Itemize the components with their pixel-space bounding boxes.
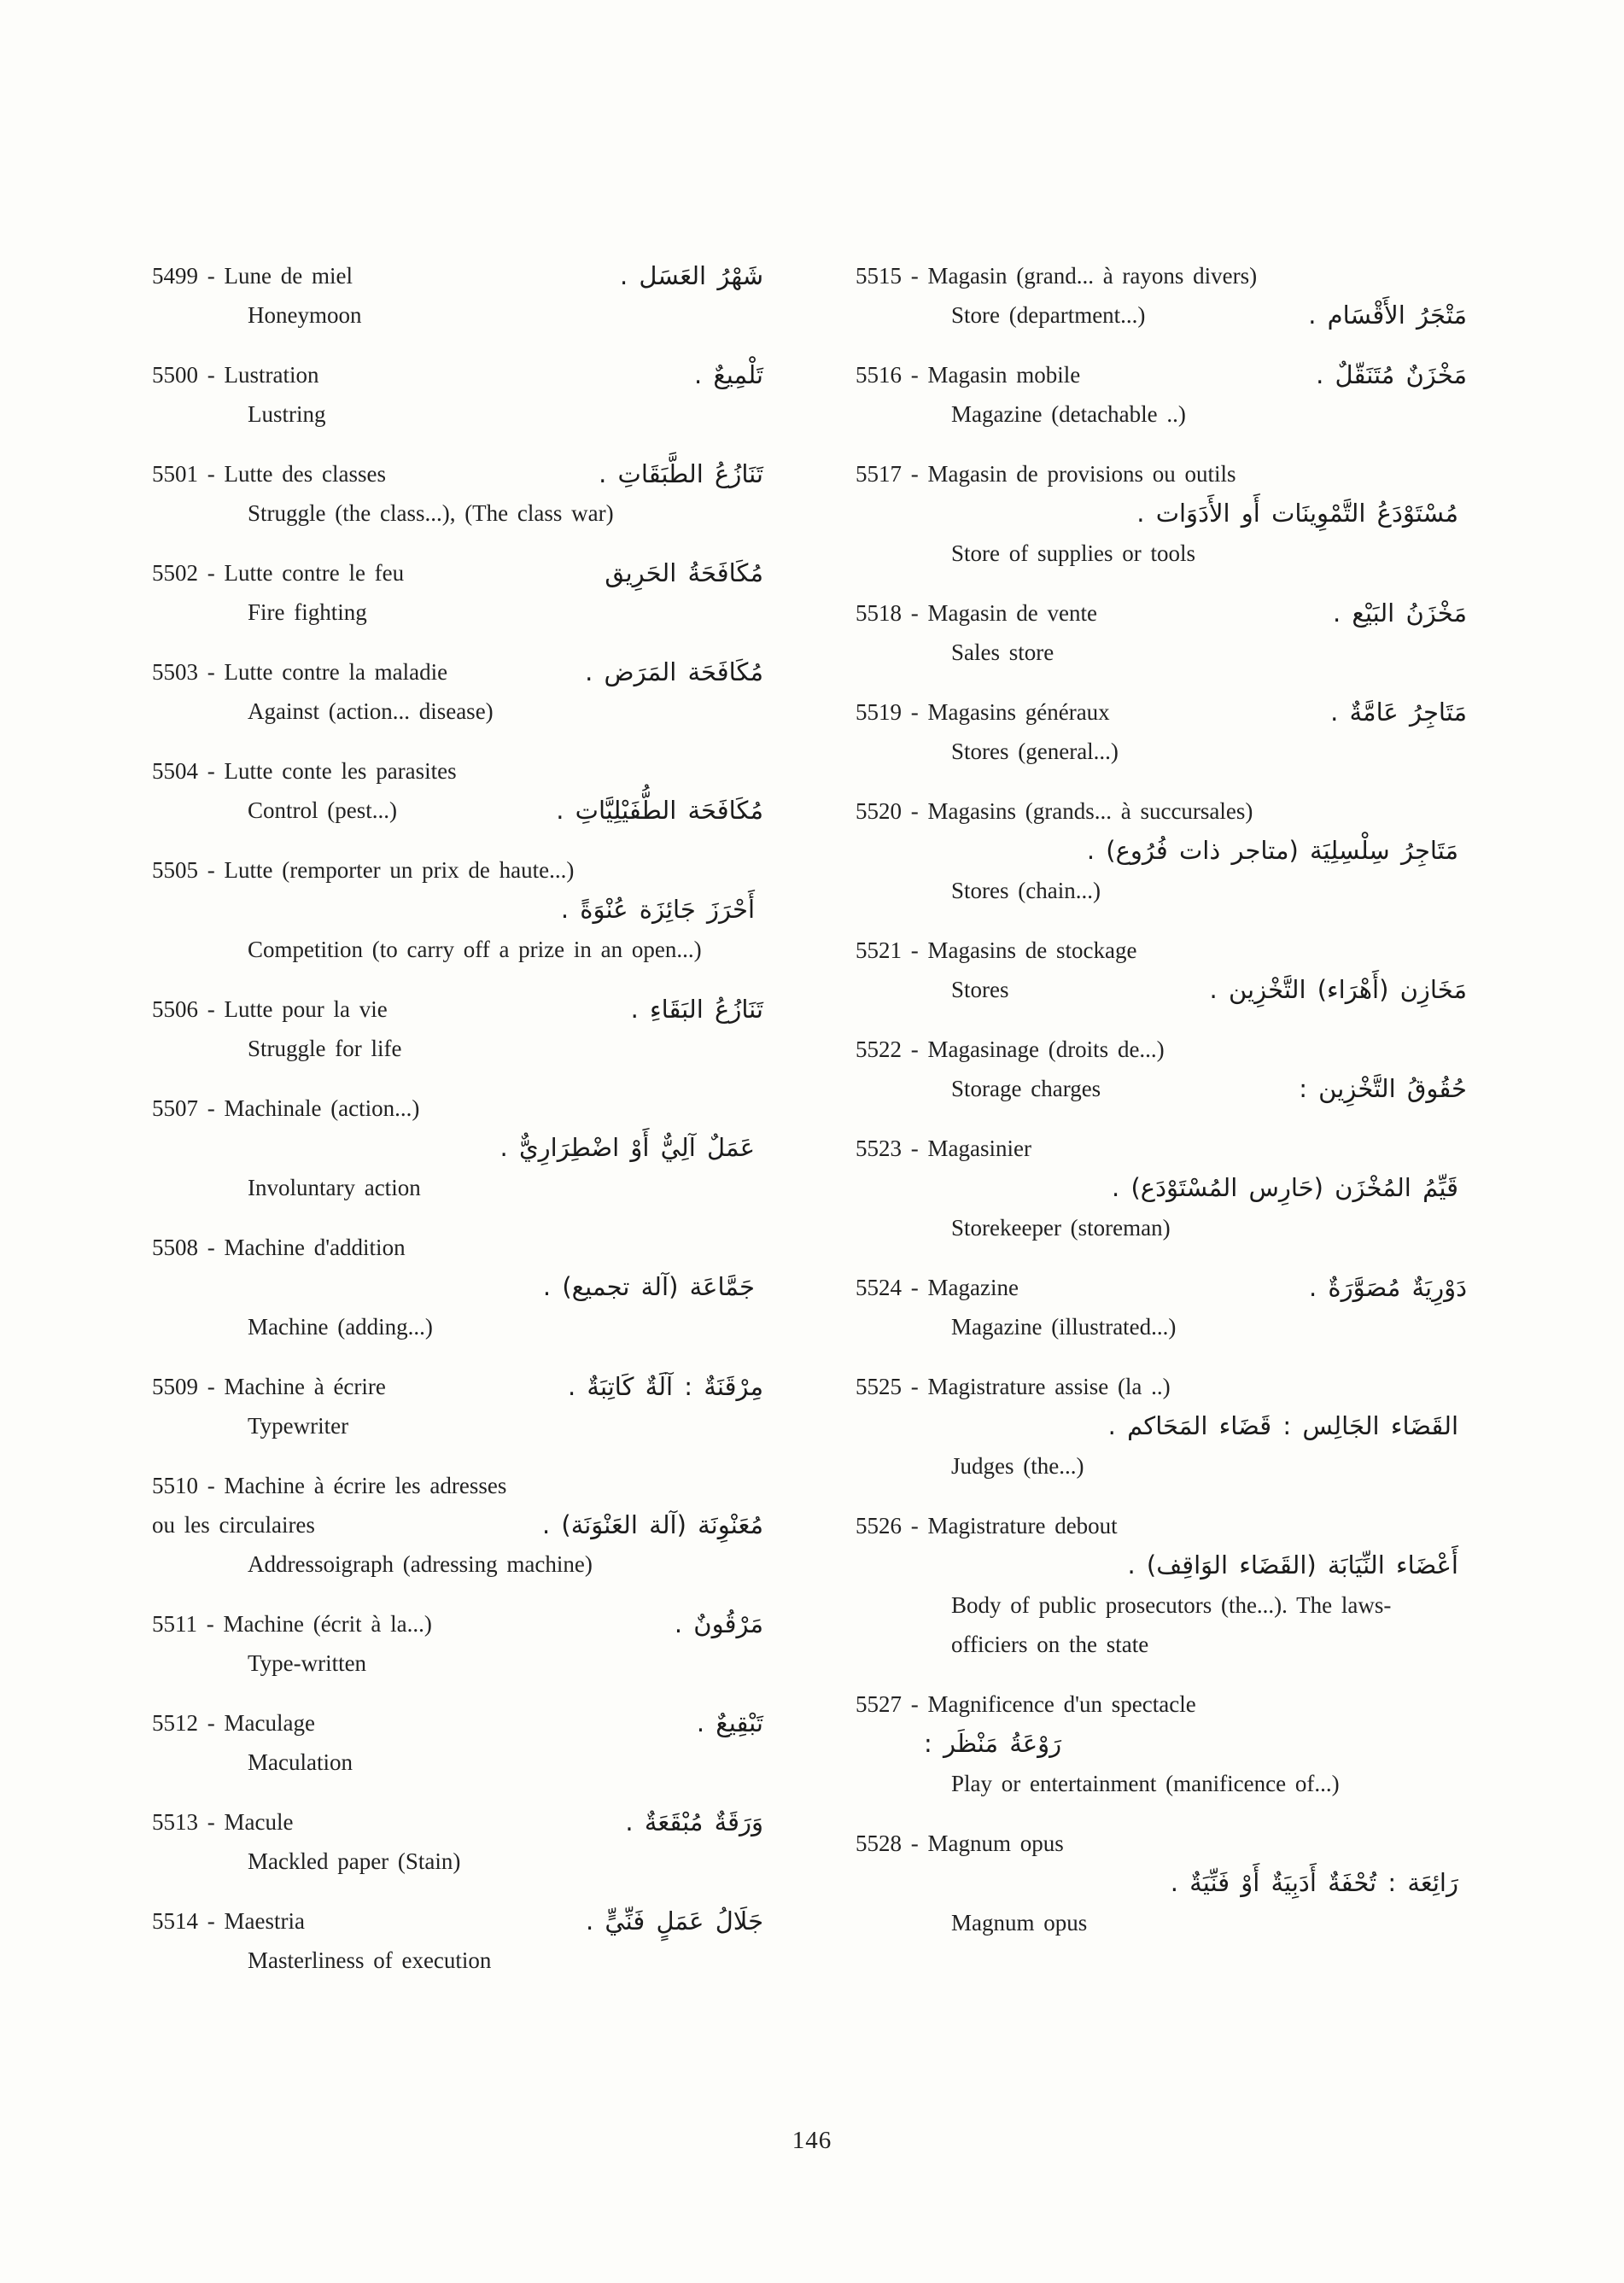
entry-arabic-line (152, 1128, 763, 1168)
entry-english-line (152, 1644, 763, 1683)
entry-headword (856, 1268, 1019, 1307)
entry-arabic: مَرْقُونٌ . (674, 1609, 763, 1638)
entry-english-line (856, 1585, 1467, 1664)
entry-english-line (152, 593, 763, 632)
entry-headword-line (152, 1802, 763, 1842)
entry-headword-line (856, 1824, 1467, 1863)
entry-arabic-below: أَحْرَزَ جَائِزَة عُنْوَةً . (560, 895, 755, 924)
entry-headword (856, 791, 1253, 831)
entry-term-french: Lutte conte les parasites (224, 758, 457, 784)
entry-term-french: Magasin de vente (927, 600, 1097, 626)
entry-headword (856, 1506, 1118, 1545)
entry-english-line (152, 791, 763, 830)
entry-translation-english: Struggle for life (248, 1036, 402, 1061)
entry-headword (152, 1367, 386, 1406)
entry-arabic-with-english: مُكَافَحَة الطُّفَيْلِيَّاتِ . (556, 796, 763, 825)
entry-term-french: Machine d'addition (224, 1235, 406, 1260)
entry-term-french: Magasin (grand... à rayons divers) (927, 263, 1258, 289)
entry-arabic-with-english: مَخَازِن (أَهْرَاء) التَّخْزِين . (1209, 975, 1467, 1004)
entry-arabic: دَوْرِيَةٌ مُصَوَّرَةٌ . (1308, 1273, 1467, 1302)
entry-arabic-line (152, 890, 763, 930)
page-number: 146 (792, 2127, 832, 2154)
entry-english-line (152, 1743, 763, 1782)
dictionary-entry (152, 1604, 763, 1683)
entry-headword (856, 454, 1236, 493)
dictionary-entry (152, 1089, 763, 1207)
dictionary-entry (152, 1367, 763, 1445)
entry-headword-line (152, 751, 763, 791)
dictionary-entry (856, 1685, 1467, 1803)
dictionary-entry (152, 850, 763, 969)
entry-headword (152, 1802, 293, 1842)
entry-number: 5501 - (152, 461, 215, 487)
entry-headword-line (152, 1466, 763, 1544)
entry-headword-line (856, 1268, 1467, 1307)
entry-english-line (856, 1307, 1467, 1346)
entry-translation-english: Store of supplies or tools (951, 540, 1195, 566)
entry-translation-english: Store (department...) (951, 302, 1146, 328)
entry-english-line (152, 1029, 763, 1068)
entry-number: 5509 - (152, 1374, 215, 1399)
entry-english-line (152, 930, 763, 969)
entry-arabic-line (856, 1168, 1467, 1208)
entry-term-french: Magasins de stockage (927, 937, 1137, 963)
dictionary-entry (152, 1703, 763, 1782)
entry-headword-line (856, 1367, 1467, 1406)
entry-headword (856, 1030, 1165, 1069)
entry-translation-english: Against (action... disease) (248, 698, 494, 724)
entry-translation-english: Struggle (the class...), (The class war) (248, 500, 614, 526)
entry-english-line (856, 871, 1467, 910)
entry-number: 5522 - (856, 1036, 919, 1062)
entry-term-french: Magasin mobile (927, 362, 1081, 388)
entry-term-french: Macule (224, 1809, 294, 1835)
entry-headword (152, 652, 447, 692)
entry-translation-english: Masterliness of execution (248, 1947, 492, 1973)
entry-english-line (152, 1406, 763, 1445)
dictionary-entry (856, 1030, 1467, 1108)
entry-english-line (152, 1941, 763, 1980)
dictionary-entry (152, 1802, 763, 1881)
entry-headword (856, 1685, 1196, 1724)
entry-arabic-below: قَيِّمُ المُخْزَن (حَارِس المُسْتَوْدَع) . (1112, 1173, 1458, 1202)
entry-translation-english: Involuntary action (248, 1175, 421, 1200)
entry-headword-line (856, 454, 1467, 493)
entry-arabic-below: أَعْضَاء النِّيَابَة (القَضَاء الوَاقِف) . (1127, 1550, 1458, 1579)
entry-number: 5515 - (856, 263, 919, 289)
entry-arabic: جَلَالُ عَمَلٍ فَنِّيٍّ . (586, 1906, 763, 1936)
entry-headword (856, 1367, 1171, 1406)
dictionary-entry (152, 990, 763, 1068)
entry-term-french: Magasin de provisions ou outils (927, 461, 1236, 487)
entry-headword-line (152, 355, 763, 394)
entry-headword (152, 355, 318, 394)
entry-arabic: مَخْزَنُ البَيْع . (1332, 598, 1467, 628)
dictionary-entry (856, 692, 1467, 771)
entry-english-line (856, 1069, 1467, 1108)
entry-arabic-line (152, 1267, 763, 1307)
entry-headword (152, 850, 574, 890)
entry-translation-english: Maculation (248, 1749, 353, 1775)
column-right (856, 256, 1467, 2000)
entry-number: 5508 - (152, 1235, 215, 1260)
entry-arabic: مَخْزَنٌ مُتَنَقّلٌ . (1316, 360, 1467, 389)
dictionary-entry (152, 454, 763, 533)
entry-arabic: مُعَنْوِنَة (آلة العَنْوَنَة) . (541, 1510, 763, 1539)
entry-headword-line (152, 850, 763, 890)
entry-term-french: Maculage (224, 1710, 315, 1736)
entry-arabic: وَرَقَةٌ مُبْقَعَةٌ . (625, 1807, 763, 1836)
entry-headword-line (856, 692, 1467, 732)
entry-number: 5523 - (856, 1136, 919, 1161)
entry-headword (152, 1228, 406, 1267)
entry-headword-line (152, 1703, 763, 1743)
entry-english-line (152, 493, 763, 533)
entry-translation-english: Magnum opus (951, 1910, 1088, 1936)
entry-headword-line (152, 1604, 763, 1644)
entry-english-line (152, 692, 763, 731)
entry-number: 5507 - (152, 1095, 215, 1121)
entry-arabic-line (856, 831, 1467, 871)
entry-headword-line (152, 553, 763, 593)
entry-arabic: مِرْقَنَةٌ : آلَةٌ كَاتِبَةٌ . (567, 1372, 763, 1401)
entry-term-french: Lutte contre la maladie (224, 659, 448, 685)
entry-headword (856, 1129, 1031, 1168)
entry-headword (856, 593, 1097, 633)
entry-headword-line (856, 1685, 1467, 1724)
entry-number: 5503 - (152, 659, 215, 685)
entry-english-line (152, 295, 763, 335)
entry-translation-english: Typewriter (248, 1413, 349, 1439)
entry-translation-english: Mackled paper (Stain) (248, 1848, 461, 1874)
entry-number: 5511 - (152, 1611, 214, 1637)
entry-arabic: مُكَافَحَة المَرَض . (585, 657, 763, 686)
entry-number: 5518 - (856, 600, 919, 626)
entry-arabic: مُكَافَحَةُ الحَرِيق (605, 558, 763, 587)
dictionary-entry (856, 931, 1467, 1009)
entry-term-french: Lutte (remporter un prix de haute...) (224, 857, 575, 883)
entry-number: 5525 - (856, 1374, 919, 1399)
entry-number: 5526 - (856, 1513, 919, 1539)
dictionary-entry (856, 355, 1467, 434)
entry-number: 5499 - (152, 263, 215, 289)
entry-number: 5516 - (856, 362, 919, 388)
entry-english-line (856, 394, 1467, 434)
entry-term-french: Machinale (action...) (224, 1095, 420, 1121)
entry-term-french: Magnificence d'un spectacle (927, 1691, 1196, 1717)
entry-headword-line (856, 355, 1467, 394)
dictionary-entry (856, 1824, 1467, 1942)
entry-headword (152, 553, 404, 593)
entry-term-french: Magnum opus (927, 1830, 1064, 1856)
entry-number: 5506 - (152, 996, 215, 1022)
entry-number: 5524 - (856, 1275, 919, 1300)
dictionary-entry (856, 1129, 1467, 1247)
column-left (152, 256, 763, 2000)
entry-english-line (152, 1842, 763, 1881)
dictionary-entry (152, 256, 763, 335)
entry-term-french: Machine (écrit à la...) (223, 1611, 432, 1637)
entry-english-line (856, 970, 1467, 1009)
entry-translation-english: Play or entertainment (manificence of...) (951, 1771, 1340, 1796)
entry-english-line (856, 534, 1467, 573)
entry-number: 5517 - (856, 461, 919, 487)
dictionary-entry (152, 751, 763, 830)
entry-number: 5510 - (152, 1473, 215, 1498)
entry-translation-english: Honeymoon (248, 302, 362, 328)
entry-arabic-below: مُسْتَوْدَعُ التَّمْوِينَات أَو الأَدَوَات . (1136, 499, 1458, 528)
entry-term-french: Magasins (grands... à succursales) (927, 798, 1253, 824)
entry-term-french: Machine à écrire (224, 1374, 386, 1399)
entry-arabic-below: جَمَّاعَة (آلة تجميع) . (542, 1272, 755, 1301)
entry-english-line (856, 1903, 1467, 1942)
entry-number: 5513 - (152, 1809, 215, 1835)
entry-term-french: Lustration (224, 362, 319, 388)
dictionary-entry (856, 256, 1467, 335)
entry-translation-english: Magazine (illustrated...) (951, 1314, 1177, 1340)
entry-headword (856, 931, 1136, 970)
entry-term-french: Magistrature assise (la ..) (927, 1374, 1171, 1399)
entry-headword-line (152, 1367, 763, 1406)
entry-arabic-below: مَتَاجِرُ سِلْسِلِيَة (متاجر ذات فُرُوع) . (1086, 836, 1458, 865)
entry-arabic-line (856, 1863, 1467, 1903)
entry-headword-line (152, 1228, 763, 1267)
entry-headword-line (856, 1030, 1467, 1069)
entry-headword-line (152, 1901, 763, 1941)
dictionary-entry (856, 1367, 1467, 1486)
dictionary-entry (152, 1901, 763, 1980)
entry-translation-english: Sales store (951, 639, 1054, 665)
entry-headword (152, 1604, 432, 1644)
entry-headword (856, 692, 1110, 732)
entry-headword-line (152, 454, 763, 493)
entry-translation-english: Competition (to carry off a prize in an open...) (248, 937, 702, 962)
entry-term-french: Machine à écrire les adresses ou les circulaires (152, 1473, 507, 1538)
entry-translation-english: Judges (the...) (951, 1453, 1084, 1479)
entry-arabic-line (856, 1545, 1467, 1585)
entry-term-french: Lutte contre le feu (224, 560, 405, 586)
entry-arabic-below: عَمَلٌ آلِيٌّ أَوْ اضْطِرَارِيٌّ . (499, 1133, 755, 1162)
entry-headword (152, 1089, 419, 1128)
entry-translation-english: Storage charges (951, 1076, 1101, 1101)
entry-english-line (856, 633, 1467, 672)
entry-term-french: Maestria (224, 1908, 305, 1934)
entry-english-line (856, 1764, 1467, 1803)
entry-translation-english: Magazine (detachable ..) (951, 401, 1186, 427)
entry-arabic: تَنَازُعُ الطَّبَقَاتِ . (599, 459, 763, 488)
entry-headword (152, 256, 353, 295)
entry-term-french: Magasinage (droits de...) (927, 1036, 1165, 1062)
entry-arabic: تَبْقِيعٌ . (696, 1708, 763, 1737)
entry-number: 5512 - (152, 1710, 215, 1736)
entry-arabic-with-english: حُقُوقُ التَّخْزِين : (1299, 1074, 1467, 1103)
entry-headword (856, 1824, 1064, 1863)
entry-term-french: Magazine (927, 1275, 1019, 1300)
entry-arabic-line (856, 1724, 1467, 1764)
entry-translation-english: Control (pest...) (248, 797, 397, 823)
entry-headword-line (856, 1129, 1467, 1168)
entry-headword-line (152, 652, 763, 692)
entry-headword (152, 1703, 315, 1743)
entry-term-french: Lutte des classes (224, 461, 386, 487)
entry-headword-line (152, 990, 763, 1029)
entry-arabic: شَهْرُ العَسَل . (619, 261, 763, 290)
entry-headword-line (856, 791, 1467, 831)
entry-headword-line (152, 256, 763, 295)
dictionary-entry (152, 355, 763, 434)
entry-translation-english: Lustring (248, 401, 326, 427)
entry-headword (152, 1466, 530, 1544)
entry-translation-english: Fire fighting (248, 599, 367, 625)
entry-headword (856, 256, 1257, 295)
entry-headword-line (152, 1089, 763, 1128)
entry-english-line (856, 1208, 1467, 1247)
entry-term-french: Magistrature debout (927, 1513, 1118, 1539)
entry-term-french: Magasinier (927, 1136, 1031, 1161)
dictionary-entry (152, 652, 763, 731)
entry-translation-english: Stores (general...) (951, 739, 1119, 764)
entries-area (152, 256, 1467, 2000)
entry-number: 5514 - (152, 1908, 215, 1934)
dictionary-entry (152, 553, 763, 632)
entry-number: 5521 - (856, 937, 919, 963)
entry-english-line (152, 1307, 763, 1346)
entry-headword (152, 1901, 305, 1941)
entry-arabic-line (856, 1406, 1467, 1446)
dictionary-entry (152, 1228, 763, 1346)
entry-english-line (856, 732, 1467, 771)
entry-number: 5502 - (152, 560, 215, 586)
entry-headword-line (856, 593, 1467, 633)
entry-term-french: Magasins généraux (927, 699, 1110, 725)
entry-english-line (152, 1544, 763, 1584)
entry-translation-english: Stores (951, 977, 1009, 1002)
entry-arabic-with-english: مَتْجَرُ الأَقْسَام . (1308, 301, 1467, 330)
entry-translation-english: Addressoigraph (adressing machine) (248, 1551, 593, 1577)
dictionary-entry (856, 791, 1467, 910)
entry-translation-english: Type-written (248, 1650, 367, 1676)
dictionary-entry (856, 593, 1467, 672)
entry-number: 5504 - (152, 758, 215, 784)
entry-number: 5519 - (856, 699, 919, 725)
entry-arabic-below: رَوْعَةُ مَنْظَر : (924, 1729, 1062, 1758)
entry-headword-line (856, 1506, 1467, 1545)
entry-headword-line (856, 256, 1467, 295)
entry-number: 5527 - (856, 1691, 919, 1717)
entry-english-line (152, 394, 763, 434)
entry-english-line (152, 1168, 763, 1207)
entry-translation-english: Machine (adding...) (248, 1314, 433, 1340)
entry-headword-line (856, 931, 1467, 970)
entry-translation-english: Stores (chain...) (951, 878, 1101, 903)
entry-translation-english: Storekeeper (storeman) (951, 1215, 1171, 1241)
dictionary-entry (856, 1268, 1467, 1346)
dictionary-entry (856, 1506, 1467, 1664)
entry-english-line (856, 295, 1467, 335)
entry-headword (152, 454, 386, 493)
entry-arabic: مَتَاجِرُ عَامَّةٌ . (1330, 698, 1467, 727)
entry-number: 5500 - (152, 362, 215, 388)
entry-term-french: Lune de miel (224, 263, 353, 289)
entry-headword (856, 355, 1080, 394)
entry-arabic-below: القَضَاء الجَالِس : قَضَاء المَحَاكم . (1107, 1411, 1458, 1440)
entry-arabic-below: رَائِعَة : تُحْفَةٌ أَدَبِيَةٌ أَوْ فَنِّيَةٌ . (1170, 1868, 1458, 1897)
dictionary-entry (856, 454, 1467, 573)
entry-arabic: تَنَازُعُ البَقَاءِ . (630, 995, 763, 1024)
entry-translation-english: Body of public prosecutors (the...). The laws-officiers on the state (951, 1592, 1392, 1657)
entry-term-french: Lutte pour la vie (224, 996, 388, 1022)
dictionary-entry (152, 1466, 763, 1584)
entry-number: 5528 - (856, 1830, 919, 1856)
entry-number: 5520 - (856, 798, 919, 824)
entry-arabic: تَلْمِيعٌ . (693, 360, 763, 389)
entry-headword (152, 990, 388, 1029)
entry-english-line (856, 1446, 1467, 1486)
entry-headword (152, 751, 457, 791)
entry-number: 5505 - (152, 857, 215, 883)
entry-arabic-line (856, 493, 1467, 534)
